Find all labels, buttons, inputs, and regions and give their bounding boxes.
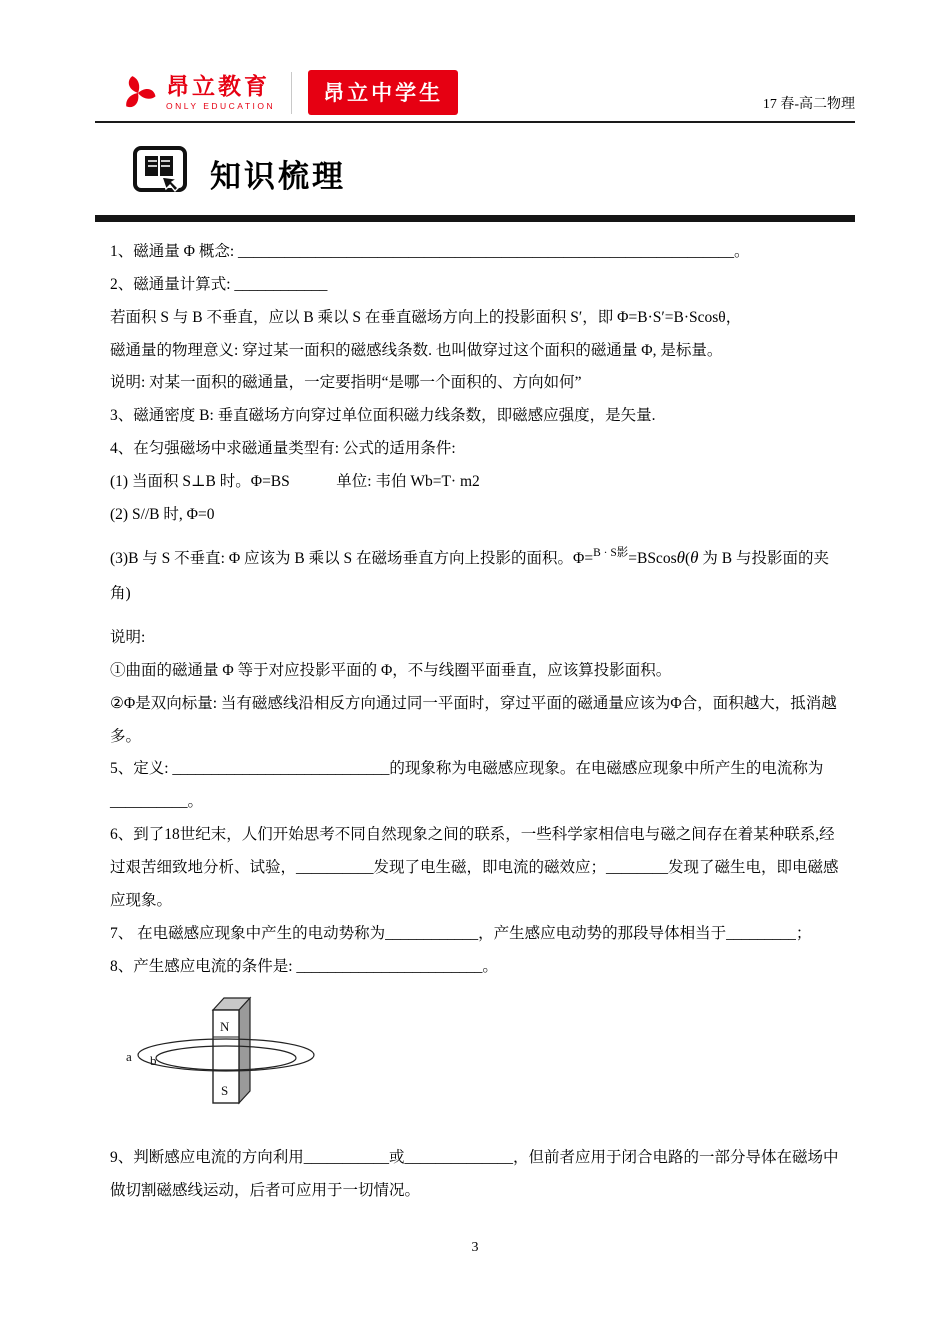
page-number: 3 xyxy=(471,1240,479,1255)
knowledge-book-icon xyxy=(132,145,190,201)
formula-theta-1: θ xyxy=(676,547,685,567)
magnet-coil-figure xyxy=(120,993,845,1136)
formula-theta-2: θ xyxy=(690,547,699,567)
magnet-side-face xyxy=(239,998,250,1103)
item-8-induced-current-condition: 8、产生感应电流的条件是: ________________________。 xyxy=(110,957,498,975)
item-5-definition: 5、定义: ____________________________的现象称为电磁感应现象。在电磁感应现象中所产生的电流称为__________。 xyxy=(110,760,824,811)
item-4-case3-formula xyxy=(110,540,845,612)
magnet-north-label: N xyxy=(220,1019,230,1035)
coil-terminal-a-label: a xyxy=(126,1049,132,1065)
item-4-case1: (1) 当面积 S⊥B 时。Φ=BS 单位: 韦伯 Wb=T· m2 xyxy=(110,473,480,491)
logo-title: 昂立教育 xyxy=(166,73,270,100)
remark-1-curved-surface: ①曲面的磁通量 Φ 等于对应投影平面的 Φ，不与线圈平面垂直，应该算投影面积。 xyxy=(110,661,672,679)
magnet-south-label: S xyxy=(221,1083,229,1099)
item-2-physical-meaning: 磁通量的物理意义: 穿过某一面积的磁感线条数. 也叫做穿过这个面积的磁通量 Φ, 是标量。 xyxy=(110,341,723,359)
item-2-flux-formula: 2、磁通量计算式: ____________ xyxy=(110,275,328,293)
item-9-direction-rules: 9、判断感应电流的方向利用___________或______________，但前者应用于闭合电路的一部分导体在磁场中做切割磁感线运动，后者可应用于一切情况。 xyxy=(110,1149,839,1200)
lesson-content xyxy=(110,236,845,1208)
header-rule xyxy=(95,121,855,123)
page-header xyxy=(0,0,950,115)
section-title: 知识梳理 xyxy=(210,158,346,194)
formula-superscript: B · S影 xyxy=(593,546,629,559)
section-divider-bar xyxy=(95,215,855,222)
logo-divider xyxy=(291,72,292,114)
remark-2-bidirectional-scalar: ②Φ是双向标量: 当有磁感线沿相反方向通过同一平面时，穿过平面的磁通量应该为Φ合，面积越大，抵消越多。 xyxy=(110,694,837,745)
item-1-flux-concept: 1、磁通量 Φ 概念: ________________________________________________________________。 xyxy=(110,243,750,260)
course-label: 17 春-高二物理 xyxy=(762,97,855,112)
logo-text xyxy=(166,74,275,110)
coil-terminal-b-label: b xyxy=(150,1053,157,1069)
item-3-flux-density: 3、磁通密度 B: 垂直磁场方向穿过单位面积磁力线条数，即磁感应强度，是矢量. xyxy=(110,407,656,425)
remark-label: 说明: xyxy=(110,629,146,647)
section-header xyxy=(132,145,855,201)
formula-pre: (3)B 与 S 不垂直: Φ 应该为 B 乘以 S 在磁场垂直方向上投影的面积。Φ= xyxy=(110,549,594,567)
logo-badge: 昂立中学生 xyxy=(308,70,458,115)
brand-logo xyxy=(118,70,458,115)
logo-subtitle: ONLY EDUCATION xyxy=(166,100,276,111)
item-2-remark: 说明: 对某一面积的磁通量，一定要指明“是哪一个面积的、方向如何” xyxy=(110,374,582,392)
item-7-emf: 7、 在电磁感应现象中产生的电动势称为____________，产生感应电动势的那段导体相当于_________； xyxy=(110,924,812,942)
item-4-case2: (2) S//B 时, Φ=0 xyxy=(110,505,215,523)
formula-mid: =BScos xyxy=(628,549,677,567)
onlyeducation-logo-icon xyxy=(118,73,158,113)
magnet-coil-diagram xyxy=(120,993,335,1123)
item-2-note-projection: 若面积 S 与 B 不垂直，应以 B 乘以 S 在垂直磁场方向上的投影面积 S′，即 Φ=B·S′=B·Scosθ， xyxy=(110,308,742,326)
item-4-uniform-field-types: 4、在匀强磁场中求磁通量类型有: 公式的适用条件: xyxy=(110,440,456,458)
item-6-history: 6、到了18世纪末，人们开始思考不同自然现象之间的联系，一些科学家相信电与磁之间存在着某种联系,经过艰苦细致地分析、试验，__________发现了电生磁，即电流的磁效应；________发现了磁生电，即电磁感应现象。 xyxy=(110,826,839,909)
formula-tail: 为 B 与投影面的夹角) xyxy=(110,549,829,603)
formula-paren: ( xyxy=(684,549,691,567)
